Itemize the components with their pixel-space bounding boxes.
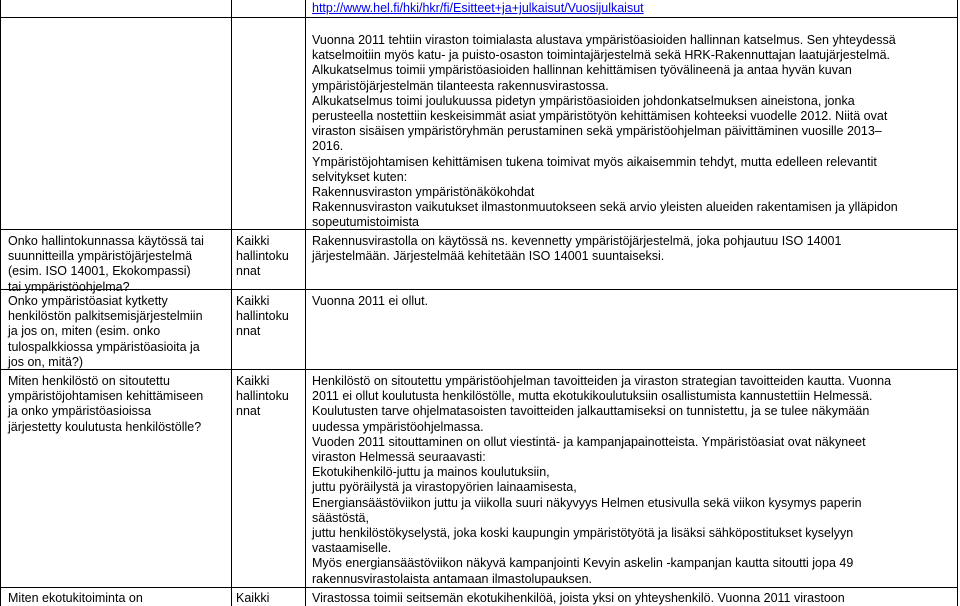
- intro-line: sopeutumistoimista: [312, 215, 419, 230]
- row-4-scope: Kaikki: [236, 591, 270, 605]
- intro-text: [312, 33, 956, 231]
- row-3-question: Miten henkilöstö on sitoutettu ympäristöjohtamisen kehittämiseen ja onko ympäristöasioissa järjestetty koulutusta henkilöstölle?: [8, 374, 204, 434]
- row-1-question: Onko hallintokunnassa käytössä tai suunnitteilla ympäristöjärjestelmä (esim. ISO 14001, Ekokompassi) tai ympäristöohjelma?: [8, 234, 204, 294]
- header-url-cell: [312, 1, 952, 16]
- intro-line: Vuonna 2011 tehtiin viraston toimialasta alustava ympäristöasioiden hallinnan katselmus. Sen yhteydessä: [312, 33, 896, 47]
- row-1-answer: Rakennusvirastolla on käytössä ns. kevennetty ympäristöjärjestelmä, joka pohjautuu ISO 14001 järjestelmään. Järjestelmää kehitetään ISO 14001 suuntaiseksi.: [312, 234, 842, 264]
- intro-line: 2016.: [312, 139, 344, 154]
- intro-line: ympäristöjärjestelmän tilanteesta rakennusvirastossa.: [312, 78, 609, 93]
- intro-line: Alkukatselmus toimi joulukuussa pidetyn ympäristöasioiden johdonkatselmuksen aineistona, jonka: [312, 93, 855, 108]
- intro-line: perusteella nostettiin keskeisimmät asiat ympäristötyön kehittämisen kohteeksi vuodelle 2012. Niitä ovat: [312, 109, 888, 124]
- header-row-divider: [0, 17, 958, 18]
- table-right-border: [957, 0, 958, 606]
- yearbook-link[interactable]: http://www.hel.fi/hki/hkr/fi/Esitteet+ja+julkaisut/Vuosijulkaisut: [312, 1, 644, 15]
- column-divider-1: [231, 0, 232, 606]
- intro-line: Rakennusviraston ympäristönäkökohdat: [312, 185, 535, 200]
- row-2-scope: Kaikki hallintoku nnat: [236, 294, 289, 339]
- intro-line: selvitykset kuten:: [312, 169, 408, 184]
- intro-line: katselmoitiin myös katu- ja puisto-osaston toimintajärjestelmä sekä HRK-Rakennuttajan laatujärjestelmä.: [312, 48, 891, 63]
- row-4-answer: Virastossa toimii seitsemän ekotukihenkilöä, joista yksi on yhteyshenkilö. Vuonna 2011 virastoon: [312, 591, 845, 605]
- column-divider-2: [305, 0, 306, 606]
- row-1-scope: Kaikki hallintoku nnat: [236, 234, 289, 279]
- row-divider: [0, 587, 958, 588]
- row-2-question: Onko ympäristöasiat kytketty henkilöstön palkitsemisjärjestelmiin ja jos on, miten (esim. onko tulospalkkiossa ympäristöasioita ja jos on, mitä?): [8, 294, 203, 369]
- intro-line: Ympäristöjohtamisen kehittämisen tukena toimivat myös aikaisemmin tehdyt, mutta edelleen relevantit: [312, 154, 877, 169]
- row-3-scope: Kaikki hallintoku nnat: [236, 374, 289, 419]
- intro-line: Alkukatselmus toimii ympäristöasioiden hallinnan kehittämisen työvälineenä ja antaa hyvän kuvan: [312, 63, 852, 78]
- row-3-answer: Henkilöstö on sitoutettu ympäristöohjelman tavoitteiden ja viraston strategian tavoitteiden kautta. Vuonna 2011 ei ollut koulutusta henkilöstölle, mutta ekotukikoulutuksiin osallistumista kannustettiin Helmessä. Koulutusten tarve ohjelmatasoisten tavoitteiden jalkauttamiseksi on tunnistettu, ja se tulee näkymään uudessa ympäristöohjelmassa. Vuoden 2011 sitouttaminen on ollut viestintä- ja kampanjapainotteista. Ympäristöasiat ovat näkyneet viraston Helmessä seuraavasti: Ekotukihenkilö-juttu ja mainos koulutuksiin, juttu pyöräilystä ja virastopyörien lainaamisesta, Energiansäästöviikon juttu ja viikolla suuri näkyvyys Helmen etusivulla sekä viikon kysymys paperin säästöstä, juttu henkilöstökyselystä, joka koski kaupungin ympäristötyötä ja lisäksi sähköpostitukset kyselyyn vastaamiselle. Myös energiansäästöviikon näkyvä kampanjointi Kevyin askelin -kampanjan kautta sitoutti jopa 49 rakennusvirastolaista antamaan ilmastolupauksen.: [312, 374, 892, 586]
- intro-line: Rakennusviraston vaikutukset ilmastonmuutokseen sekä arvio yleisten alueiden rakentamisen ja ylläpidon: [312, 200, 898, 215]
- row-2-answer: Vuonna 2011 ei ollut.: [312, 294, 429, 308]
- intro-line: viraston sisäisen ympäristöryhmän perustaminen sekä ympäristöohjelman päivittäminen vuosille 2013–: [312, 124, 882, 139]
- table-left-border: [0, 0, 1, 606]
- row-4-question: Miten ekotukitoiminta on: [8, 591, 143, 605]
